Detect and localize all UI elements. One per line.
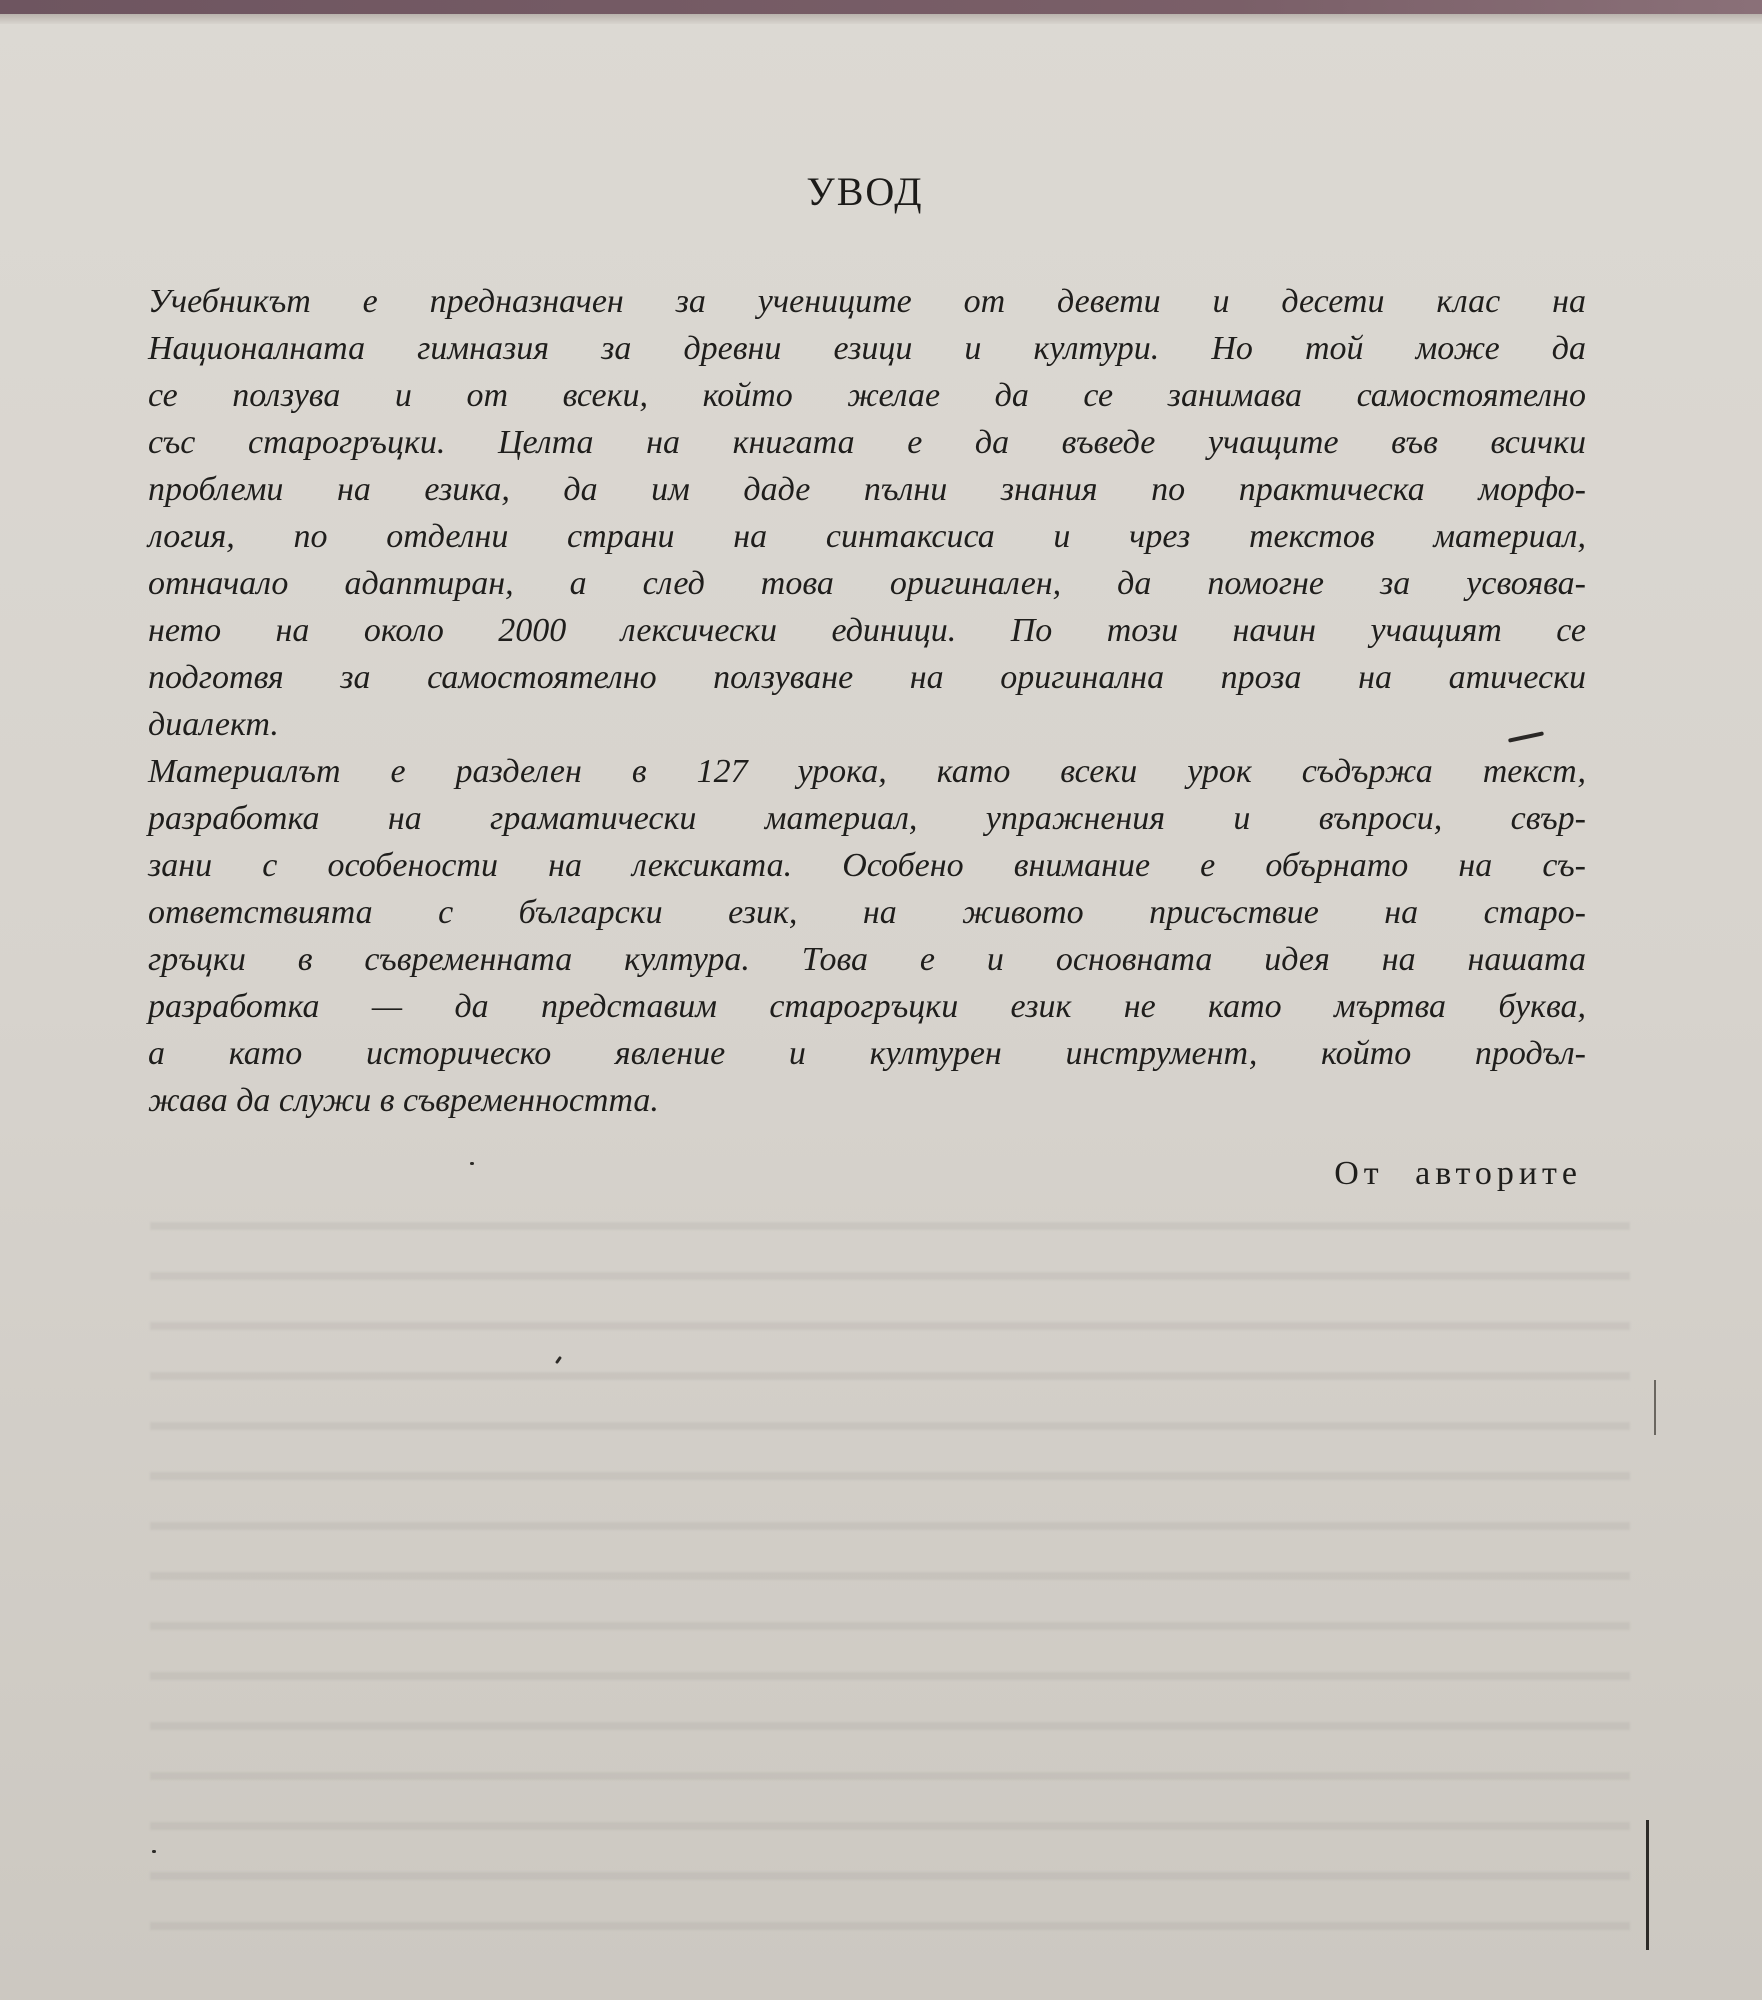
text-line: логия, по отделни страни на синтаксиса и чрез текстов материал,: [148, 518, 1586, 555]
page-top-edge: [0, 14, 1762, 24]
ink-speck: [152, 1850, 156, 1853]
signature: От авторите: [1334, 1155, 1582, 1192]
ink-speck: [470, 1162, 474, 1165]
text-line: Националната гимназия за древни езици и култури. Но той може да: [148, 330, 1586, 367]
text-line: разработка на граматически материал, упражнения и въпроси, свър-: [148, 800, 1586, 837]
margin-rule: [1646, 1820, 1649, 1950]
text-line: Материалът е разделен в 127 урока, като всеки урок съдържа текст,: [148, 753, 1586, 790]
text-line: гръцки в съвременната култура. Това е и основната идея на нашата: [148, 941, 1586, 978]
text-line: проблеми на езика, да им даде пълни знания по практическа морфо-: [148, 471, 1586, 508]
text-line: Учебникът е предназначен за учениците от девети и десети клас на: [148, 283, 1586, 320]
text-line: се ползува и от всеки, който желае да се занимава самостоятелно: [148, 377, 1586, 414]
text-line: ответствията с български език, на живото присъствие на старо-: [148, 894, 1586, 931]
page-title: УВОД: [806, 169, 924, 214]
text-line: зани с особености на лексиката. Особено внимание е обърнато на съ-: [148, 847, 1586, 884]
text-line: разработка — да представим старогръцки език не като мъртва буква,: [148, 988, 1586, 1025]
text-line: със старогръцки. Целта на книгата е да въведе учащите във всички: [148, 424, 1586, 461]
text-line: жава да служи в съвременността.: [148, 1082, 659, 1119]
text-line: подготвя за самостоятелно ползуване на оригинална проза на атически: [148, 659, 1586, 696]
text-line: отначало адаптиран, а след това оригинален, да помогне за усвоява-: [148, 565, 1586, 602]
text-line: диалект.: [148, 706, 279, 743]
book-cover-edge: [0, 0, 1762, 14]
margin-rule: [1654, 1380, 1656, 1435]
introduction-text: [148, 278, 1586, 1124]
text-line: нето на около 2000 лексически единици. По този начин учащият се: [148, 612, 1586, 649]
show-through-text: [150, 1200, 1630, 1960]
text-line: а като историческо явление и културен инструмент, който продъл-: [148, 1035, 1586, 1072]
